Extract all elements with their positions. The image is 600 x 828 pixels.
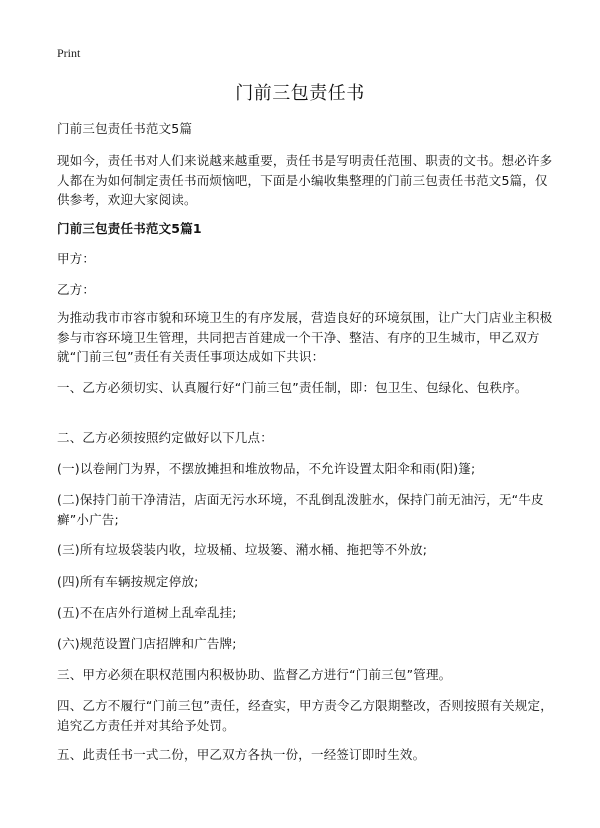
purpose-paragraph: 为推动我市市容市貌和环境卫生的有序发展，营造良好的环境氛围，让广大门店业主积极参与市容环境卫生管理，共同把吉首建成一个干净、整洁、有序的卫生城市，甲乙双方就“门前三包”责任有关责任事项达成如下共识： [57, 310, 553, 364]
list-item-3: (三)所有垃圾袋装内收，垃圾桶、垃圾篓、潲水桶、拖把等不外放; [57, 542, 428, 557]
list-item-5: (五)不在店外行道树上乱牵乱挂; [57, 605, 237, 620]
clause-4: 四、乙方不履行“门前三包”责任，经查实，甲方责令乙方限期整改，否则按照有关规定，追究乙方责任并对其给予处罚。 [57, 698, 553, 733]
clause-3: 三、甲方必须在职权范围内积极协助、监督乙方进行“门前三包”管理。 [57, 667, 452, 682]
print-link[interactable]: Print [57, 46, 81, 60]
list-item-1: (一)以卷闸门为界，不摆放摊担和堆放物品，不允许设置太阳伞和雨(阳)篷; [57, 461, 476, 476]
document-subtitle: 门前三包责任书范文5篇 [57, 121, 193, 136]
clause-1: 一、乙方必须切实、认真履行好“门前三包”责任制，即：包卫生、包绿化、包秩序。 [57, 380, 528, 395]
intro-paragraph: 现如今，责任书对人们来说越来越重要，责任书是写明责任范围、职责的文书。想必许多人都在为如何制定责任书而烦恼吧，下面是小编收集整理的门前三包责任书范文5篇，仅供参考，欢迎大家阅读。 [57, 153, 553, 207]
section-heading: 门前三包责任书范文5篇1 [57, 221, 202, 236]
clause-2: 二、乙方必须按照约定做好以下几点： [57, 430, 273, 445]
list-item-2: (二)保持门前干净清洁，店面无污水环境，不乱倒乱泼脏水，保持门前无油污，无“牛皮癣”小广告; [57, 492, 544, 527]
list-item-4: (四)所有车辆按规定停放; [57, 574, 199, 589]
document-title: 门前三包责任书 [235, 83, 365, 104]
clause-5: 五、此责任书一式二份，甲乙双方各执一份，一经签订即时生效。 [57, 747, 426, 762]
party-b-line: 乙方： [57, 282, 96, 297]
list-item-6: (六)规范设置门店招牌和广告牌; [57, 636, 237, 651]
party-a-line: 甲方： [57, 251, 96, 266]
